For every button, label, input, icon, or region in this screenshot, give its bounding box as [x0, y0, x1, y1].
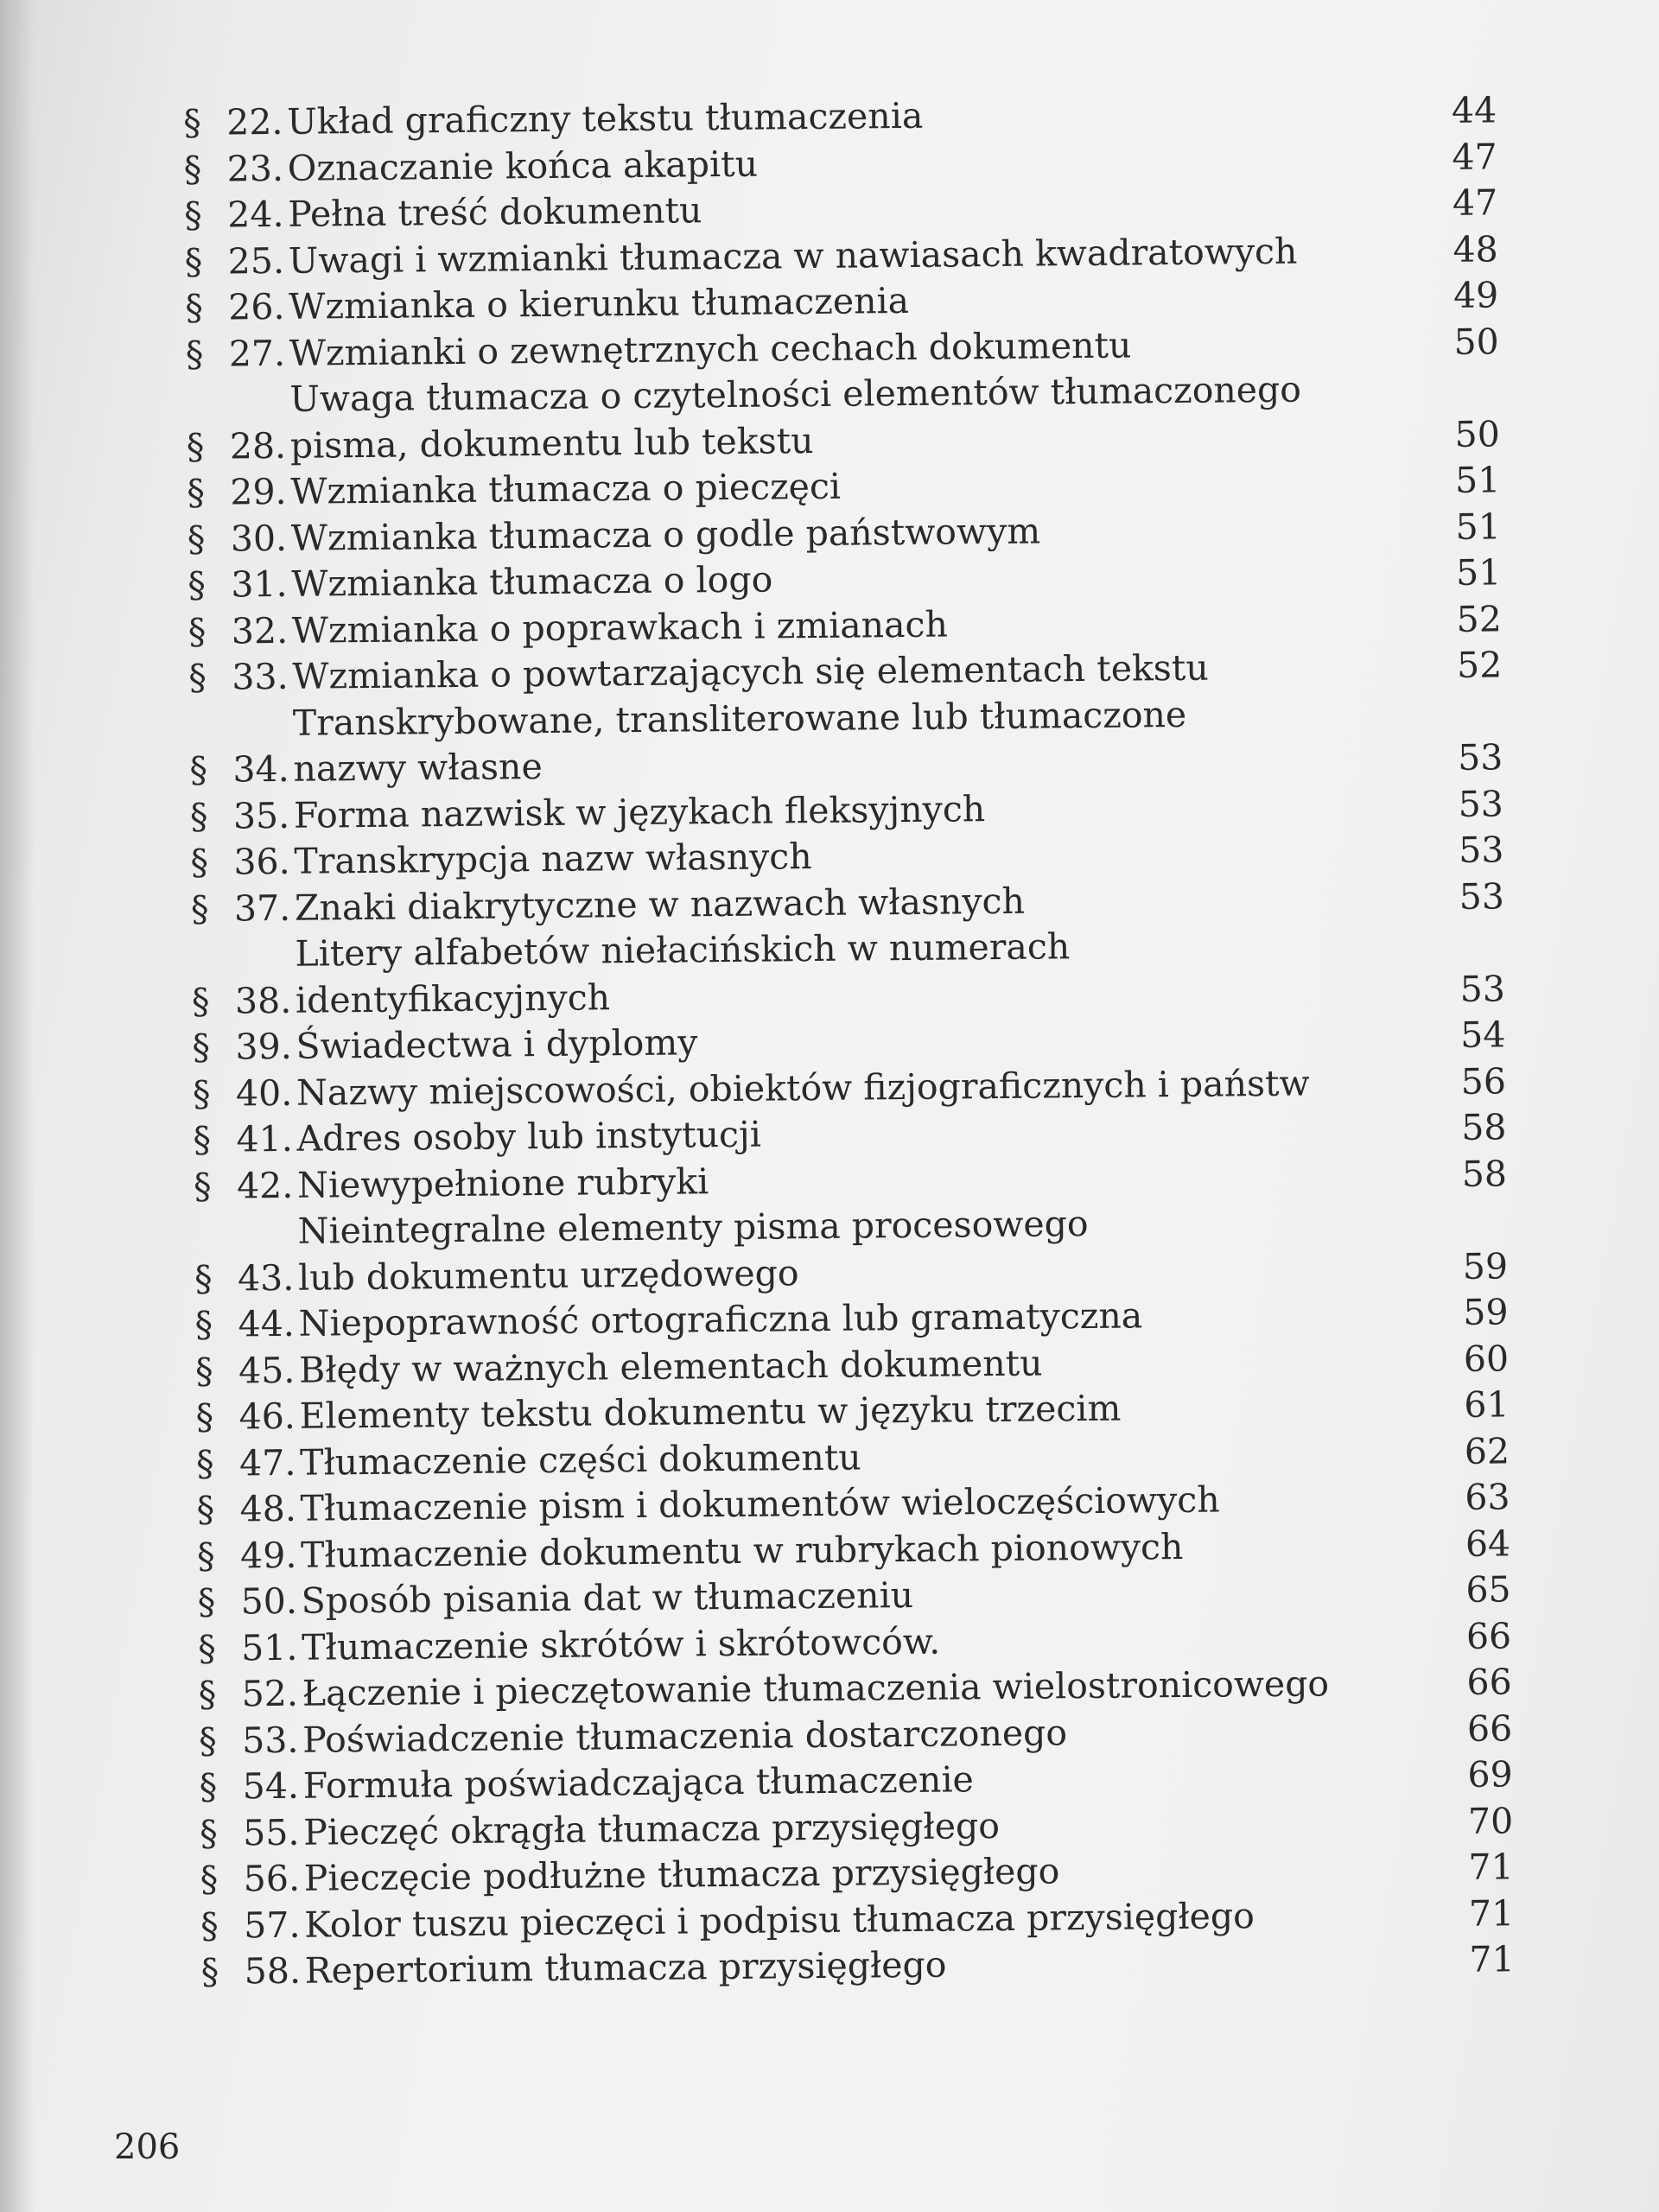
- section-symbol: §: [198, 1719, 217, 1762]
- section-symbol: §: [188, 610, 207, 652]
- entry-page-number: 44: [1451, 89, 1497, 131]
- entry-page-number: 53: [1458, 829, 1504, 871]
- section-title-line: Wzmianka tłumacza o pieczęci: [290, 465, 842, 512]
- entry-page-number: 53: [1459, 874, 1505, 918]
- section-symbol: §: [192, 1072, 211, 1115]
- toc-entry: [189, 689, 1503, 794]
- section-symbol: §: [195, 1395, 214, 1438]
- entry-page-number: 62: [1464, 1429, 1510, 1472]
- section-symbol: §: [194, 1257, 213, 1300]
- section-title-line: Znaki diakrytyczne w nazwach własnych: [294, 880, 1026, 929]
- section-title-line: Wzmianka tłumacza o godle państwowym: [290, 510, 1041, 559]
- section-title-line: Uwaga tłumacza o czytelności elementów tłumaczonego: [289, 368, 1302, 420]
- section-title-line: pisma, dokumentu lub tekstu: [289, 419, 814, 467]
- section-symbol: §: [192, 1026, 211, 1068]
- section-symbol: §: [196, 1488, 215, 1530]
- section-symbol: §: [200, 1858, 219, 1900]
- section-number: 37.: [233, 887, 291, 929]
- section-symbol: §: [200, 1950, 219, 1993]
- entry-page-number: 58: [1461, 1106, 1507, 1148]
- section-title-line: Wzmianka tłumacza o logo: [291, 558, 773, 605]
- entry-page-number: 71: [1468, 1846, 1514, 1888]
- section-title-line: Adres osoby lub instytucji: [296, 1113, 762, 1160]
- entry-page-number: 51: [1455, 505, 1502, 548]
- section-symbol: §: [189, 748, 208, 791]
- entry-page-number: 66: [1466, 1707, 1513, 1750]
- section-title-line: Tłumaczenie dokumentu w rubrykach pionowych: [300, 1525, 1184, 1576]
- section-number: 25.: [227, 239, 285, 283]
- section-title-line: Pieczęć okrągła tłumacza przysięgłego: [303, 1804, 1001, 1853]
- entry-page-number: 50: [1453, 320, 1499, 363]
- section-symbol: §: [187, 471, 206, 513]
- section-number: 48.: [239, 1487, 297, 1530]
- section-title-line: Świadectwa i dyplomy: [296, 1021, 698, 1067]
- entry-page-number: 63: [1465, 1476, 1510, 1518]
- section-title-line: nazwy własne: [293, 746, 543, 790]
- section-title: [284, 690, 1365, 792]
- section-number: 39.: [235, 1025, 292, 1068]
- section-title-line: Formuła poświadczająca tłumaczenie: [302, 1758, 975, 1807]
- section-symbol: §: [188, 656, 207, 698]
- section-title-line: Niewypełnione rubryki: [296, 1160, 709, 1206]
- entry-page-number: 49: [1452, 274, 1499, 316]
- entry-page-number: 69: [1467, 1753, 1513, 1796]
- section-symbol: §: [198, 1673, 217, 1715]
- section-number: 41.: [236, 1117, 293, 1160]
- entry-page-number: 70: [1467, 1799, 1514, 1842]
- section-title-line: Wzmianki o zewnętrznych cechach dokumentu: [289, 323, 1132, 374]
- section-symbol: §: [186, 425, 205, 467]
- section-title-line: Repertorium tłumacza przysięgłego: [304, 1943, 947, 1992]
- section-title-line: Łączenie i pieczętowanie tłumaczenia wielostronicowego: [302, 1662, 1330, 1714]
- section-number: 32.: [231, 609, 289, 652]
- section-title-line: Litery alfabetów niełacińskich w numerach: [295, 925, 1071, 975]
- section-symbol: §: [184, 240, 203, 283]
- section-title: [289, 1198, 1370, 1301]
- section-title: [286, 921, 1367, 1024]
- entry-page-number: 53: [1459, 967, 1506, 1010]
- section-symbol: §: [194, 1303, 213, 1345]
- section-title-line: Kolor tuszu pieczęci i podpisu tłumacza przysięgłego: [304, 1894, 1255, 1946]
- section-title-line: lub dokumentu urzędowego: [297, 1251, 799, 1299]
- section-title-line: Uwagi i wzmianki tłumacza w nawiasach kwadratowych: [288, 230, 1298, 282]
- entry-page-number: 56: [1460, 1059, 1507, 1103]
- section-title: [296, 1938, 1376, 1994]
- section-number: 24.: [227, 193, 284, 236]
- section-title-line: Transkrypcja nazw własnych: [294, 836, 812, 882]
- entry-page-number: 52: [1456, 644, 1503, 686]
- section-number: 40.: [235, 1071, 293, 1114]
- section-title-line: Sposób pisania dat w tłumaczeniu: [301, 1573, 914, 1622]
- section-symbol: §: [195, 1442, 214, 1484]
- entry-page-number: 52: [1456, 597, 1503, 640]
- section-number: 35.: [232, 794, 290, 836]
- section-number: 38.: [234, 979, 292, 1021]
- section-number: 42.: [236, 1164, 294, 1206]
- page-number: 206: [114, 2127, 181, 2167]
- entry-page-number: 66: [1465, 1614, 1512, 1657]
- section-title-line: Nieintegralne elementy pisma procesowego: [297, 1203, 1089, 1252]
- section-title-line: Poświadczenie tłumaczenia dostarczonego: [302, 1711, 1068, 1761]
- section-title-line: Elementy tekstu dokumentu w języku trzecim: [299, 1387, 1122, 1437]
- section-number: 43.: [237, 1256, 295, 1299]
- section-symbol: §: [185, 333, 204, 375]
- section-symbol: §: [197, 1580, 216, 1623]
- section-title-line: Wzmianka o poprawkach i zmianach: [291, 603, 949, 652]
- section-symbol: §: [193, 1165, 212, 1207]
- section-title-line: Oznaczanie końca akapitu: [287, 143, 759, 189]
- entry-page-number: 61: [1464, 1383, 1510, 1426]
- toc-entry: [191, 919, 1505, 1025]
- section-title-line: Wzmianka o powtarzających się elementach tekstu: [292, 646, 1209, 697]
- entry-page-number: 47: [1452, 135, 1497, 178]
- section-symbol: §: [197, 1627, 216, 1669]
- entry-page-number: 51: [1454, 459, 1501, 501]
- section-title-line: Niepoprawność ortograficzna lub gramatyczna: [298, 1294, 1143, 1344]
- section-symbol: §: [199, 1765, 218, 1808]
- section-symbol: §: [194, 1350, 213, 1392]
- entry-page-number: 59: [1462, 1244, 1509, 1287]
- entry-page-number: 58: [1461, 1152, 1508, 1195]
- section-symbol: §: [187, 518, 206, 560]
- section-number: 33.: [232, 655, 289, 698]
- section-symbol: §: [190, 841, 209, 883]
- section-symbol: §: [191, 980, 210, 1022]
- entry-page-number: 48: [1452, 227, 1498, 270]
- entry-page-number: 50: [1454, 412, 1501, 455]
- entry-page-number: 71: [1469, 1938, 1515, 1980]
- section-number: 27.: [228, 332, 286, 375]
- section-number: 26.: [228, 285, 285, 328]
- section-number: 51.: [240, 1626, 298, 1669]
- section-title-line: Tłumaczenie części dokumentu: [299, 1436, 861, 1484]
- section-title-line: Błędy w ważnych elementach dokumentu: [298, 1342, 1043, 1391]
- section-symbol: §: [193, 1118, 212, 1160]
- section-number: 55.: [243, 1811, 300, 1853]
- toc-entry: [194, 1197, 1508, 1302]
- section-number: 31.: [231, 563, 288, 606]
- section-symbol: §: [200, 1812, 218, 1854]
- section-number: 54.: [242, 1764, 300, 1808]
- section-symbol: §: [183, 148, 202, 190]
- entry-page-number: 64: [1465, 1522, 1511, 1565]
- section-symbol: §: [196, 1535, 215, 1577]
- section-number: 22.: [226, 100, 283, 143]
- entry-page-number: 59: [1463, 1291, 1509, 1333]
- section-number: 47.: [238, 1441, 296, 1484]
- section-symbol: §: [183, 101, 201, 143]
- entry-page-number: 66: [1466, 1661, 1512, 1703]
- section-symbol: §: [189, 795, 208, 837]
- entry-page-number: 51: [1455, 551, 1502, 594]
- section-symbol: §: [188, 563, 207, 606]
- section-number: 50.: [240, 1580, 298, 1623]
- section-symbol: §: [184, 194, 203, 236]
- entry-page-number: 54: [1460, 1014, 1506, 1056]
- section-title-line: Tłumaczenie skrótów i skrótowców.: [301, 1620, 941, 1669]
- section-symbol: §: [200, 1904, 219, 1947]
- section-symbol: §: [190, 887, 209, 930]
- section-number: 45.: [238, 1349, 296, 1391]
- section-title-line: Pełna treść dokumentu: [288, 189, 702, 235]
- section-title-line: Pieczęcie podłużne tłumacza przysięgłego: [303, 1850, 1060, 1899]
- entry-page-number: 60: [1463, 1337, 1510, 1380]
- section-title: [281, 366, 1362, 469]
- table-of-contents: [183, 87, 1515, 1995]
- section-title-line: Układ graficzny tekstu tłumaczenia: [287, 94, 924, 143]
- toc-entry: [186, 365, 1500, 470]
- section-number: 56.: [243, 1857, 301, 1900]
- entry-page-number: 71: [1468, 1891, 1515, 1935]
- section-number: 23.: [226, 147, 284, 190]
- entry-page-number: 65: [1465, 1568, 1511, 1611]
- entry-page-number: 53: [1457, 736, 1503, 779]
- section-number: 46.: [238, 1395, 296, 1438]
- section-number: 57.: [244, 1904, 301, 1946]
- section-number: 34.: [232, 747, 289, 791]
- entry-page-number: 47: [1452, 181, 1498, 224]
- section-number: 36.: [233, 840, 290, 883]
- section-number: 29.: [230, 470, 287, 513]
- section-number: 58.: [244, 1949, 302, 1993]
- section-title-line: Transkrybowane, transliterowane lub tłumaczone: [292, 693, 1187, 744]
- section-number: 28.: [229, 424, 287, 467]
- section-title-line: Nazwy miejscowości, obiektów fizjograficznych i państw: [296, 1062, 1310, 1114]
- section-title-line: Tłumaczenie pism i dokumentów wieloczęściowych: [300, 1478, 1220, 1529]
- section-title-line: Forma nazwisk w językach fleksyjnych: [293, 787, 986, 836]
- section-symbol: §: [185, 286, 204, 328]
- section-number: 44.: [238, 1302, 296, 1345]
- section-number: 52.: [241, 1672, 299, 1715]
- section-title-line: identyfikacyjnych: [295, 976, 611, 1021]
- entry-page-number: 53: [1458, 782, 1504, 825]
- section-number: 53.: [241, 1719, 299, 1761]
- section-number: 30.: [230, 517, 288, 559]
- section-title-line: Wzmianka o kierunku tłumaczenia: [289, 279, 910, 327]
- section-number: 49.: [239, 1534, 297, 1576]
